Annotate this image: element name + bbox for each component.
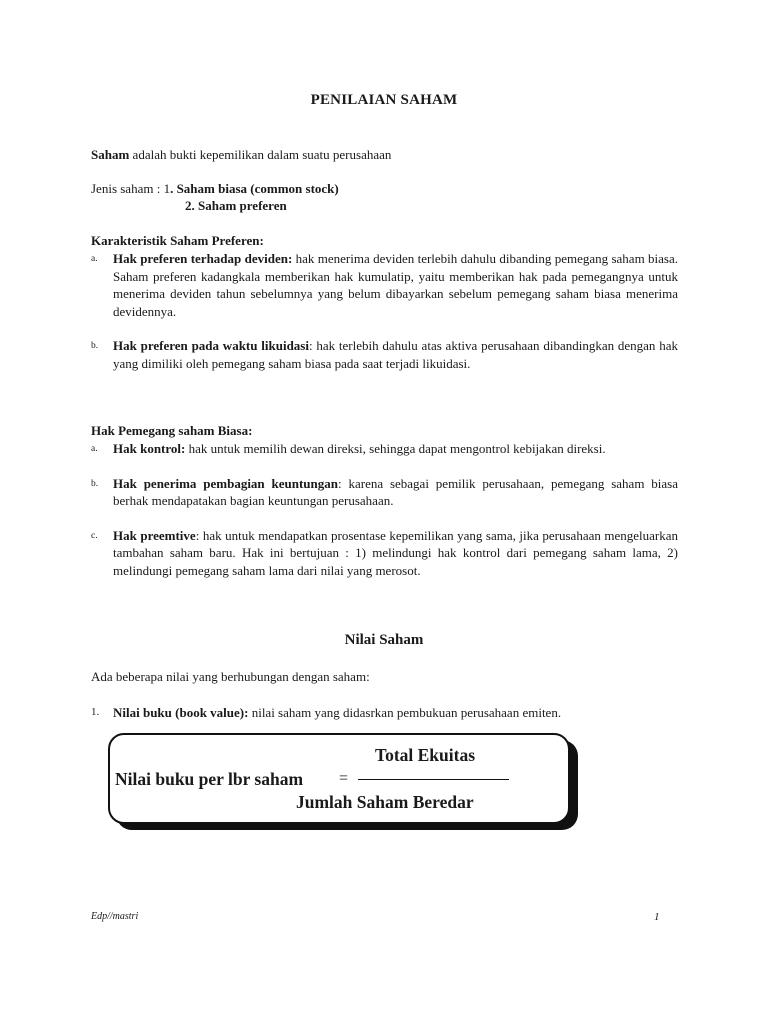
footer-author: Edp//mastri	[91, 911, 139, 922]
preferen-list	[91, 250, 678, 387]
nilai-list	[91, 704, 678, 737]
list-item: 1. Nilai buku (book value): nilai saham yang didasrkan pembukuan perusahaan emiten.	[91, 705, 562, 720]
definition-line	[91, 147, 391, 163]
preferen-heading: Karakteristik Saham Preferen:	[91, 233, 264, 248]
nilai-intro: Ada beberapa nilai yang berhubungan dengan saham:	[91, 669, 370, 684]
biasa-heading: Hak Pemegang saham Biasa:	[91, 423, 253, 438]
formula-numerator: Total Ekuitas	[375, 745, 476, 765]
page-title: PENILAIAN SAHAM	[310, 92, 458, 108]
jenis-prefix: Jenis saham : 1	[91, 181, 171, 196]
list-item: a. Hak kontrol: hak untuk memilih dewan direksi, sehingga dapat mengontrol kebijakan direksi.	[91, 441, 606, 456]
list-item: b. Hak penerima pembagian keuntungan: karena sebagai pemilik perusahaan, pemegang saham biasa berhak mendapatakan bagian keuntungan perusahaan.	[91, 475, 678, 508]
list-item: a. Hak preferen terhadap deviden: hak menerima deviden terlebih dahulu dibanding pemegang saham biasa. Saham preferen kadangkala memberikan hak kumulatip, yaitu memberikan hak pada pemegangnya untuk menerima deviden tahun sebelumnya yang belum dibayarkan sebelum pemegang saham biasa menerima devidennya.	[91, 251, 678, 319]
formula-denominator: Jumlah Saham Beredar	[296, 792, 474, 812]
definition-term: Saham	[91, 147, 130, 162]
fraction-bar	[358, 779, 509, 780]
page-number: 1	[654, 911, 660, 923]
jenis-line	[91, 181, 339, 197]
list-item: c. Hak preemtive: hak untuk mendapatkan prosentase kepemilikan yang sama, jika perusahaan mengeluarkan tambahan saham baru. Hak ini bertujuan : 1) melindungi hak kontrol dari pemegang saham lama, 2) melindungi pemegang saham lama dari nilai yang merosot.	[91, 527, 679, 578]
jenis-item-2: 2. Saham preferen	[185, 198, 287, 213]
formula-box	[108, 733, 570, 824]
jenis-item-1: . Saham biasa (common stock)	[170, 181, 339, 196]
formula-lhs: Nilai buku per lbr saham	[115, 769, 304, 789]
section-title: Nilai Saham	[344, 632, 424, 648]
list-item: b. Hak preferen pada waktu likuidasi: hak terlebih dahulu atas aktiva perusahaan dibandingkan dengan hak yang dimiliki oleh pemegang saham biasa pada saat terjadi likuidasi.	[91, 338, 678, 371]
biasa-list	[91, 440, 678, 594]
definition-text: adalah bukti kepemilikan dalam suatu perusahaan	[129, 147, 392, 162]
formula-equals: =	[339, 770, 349, 787]
